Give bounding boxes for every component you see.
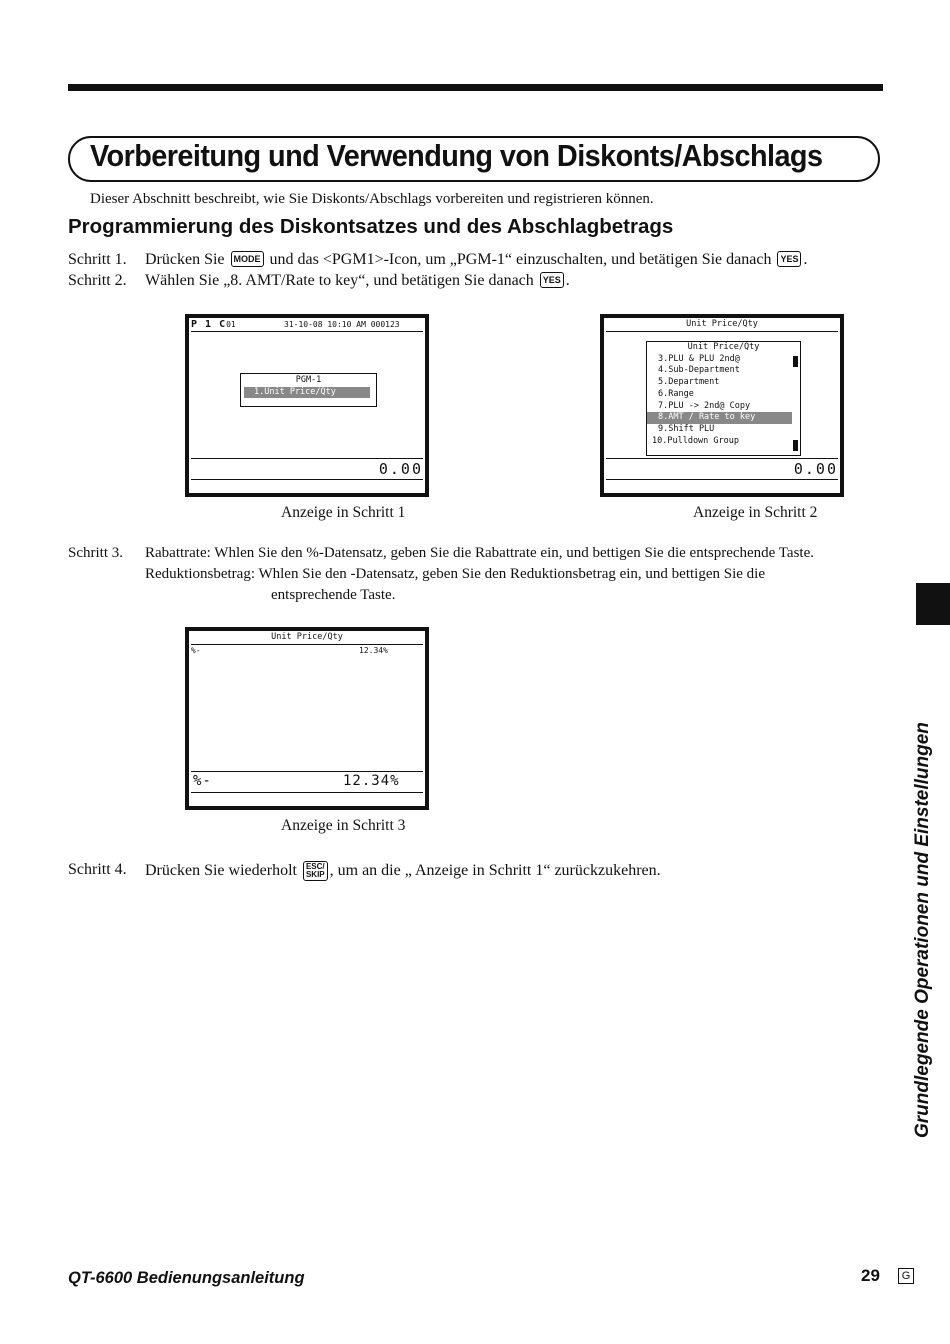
step4-label: Schritt 4. [68,861,127,878]
footer-title: QT-6600 Bedienungsanleitung [68,1269,305,1287]
yes-key-icon: YES [540,272,564,288]
step3-line1: Rabattrate: Whlen Sie den %-Datensatz, geben Sie die Rabattrate ein, und bettigen Sie die entsprechende Taste. [145,545,814,561]
display-screen-1 [185,314,429,497]
step3-label: Schritt 3. [68,545,123,561]
step2-text [145,272,570,290]
list-item[interactable]: 10.Pulldown Group [652,435,739,446]
step3-line2: Reduktionsbetrag: Whlen Sie den -Datensatz, geben Sie den Reduktionsbetrag ein, und bettigen Sie die [145,566,765,582]
datetime-status: 31-10-08 10:10 AM 000123 [284,320,400,329]
display-screen-3 [185,627,429,810]
list-item[interactable]: 9.Shift PLU [658,423,715,434]
step1-label: Schritt 1. [68,251,127,268]
step4-text-b: , um an die „ Anzeige in Schritt 1“ zurückzukehren. [329,862,661,879]
scroll-thumb-bottom[interactable] [793,440,798,451]
list-item[interactable]: 4.Sub-Department [658,365,740,376]
caption-3: Anzeige in Schritt 3 [281,817,406,834]
intro-text: Dieser Abschnitt beschreibt, wie Sie Diskonts/Abschlags vorbereiten und registrieren können. [90,191,654,207]
record-value: 12.34% [359,646,388,655]
page-number: 29 [861,1266,880,1285]
chapter-side-text: Grundlegende Operationen und Einstellungen [912,722,933,1138]
display-screen-2 [600,314,844,497]
clerk-number: 01 [226,320,236,329]
page-title: Vorbereitung und Verwendung von Diskonts/Abschlags [90,138,823,173]
screen-header: Unit Price/Qty [191,632,423,645]
skip-key-label: SKIP [305,870,325,879]
amount-display: 0.00 [378,460,423,478]
step2-text-b: . [565,272,570,289]
mode-key-icon: MODE [231,251,264,267]
record-label: %- [191,646,201,655]
caption-2: Anzeige in Schritt 2 [693,504,818,521]
step2-label: Schritt 2. [68,272,127,289]
amount-bar [606,458,838,480]
step4-text [145,861,661,881]
program-list [646,341,801,456]
list-item[interactable]: 7.PLU -> 2nd@ Copy [658,400,751,411]
caption-1: Anzeige in Schritt 1 [281,504,406,521]
status-bar [191,319,423,332]
esc-key-label: ESC/ [305,862,325,871]
section-heading: Programmierung des Diskontsatzes und des Abschlagbetrags [68,215,674,238]
chapter-tab [916,583,950,625]
step2-text-a: Wählen Sie „8. AMT/Rate to key“, und betätigen Sie danach [145,272,534,289]
amount-bar [191,458,423,480]
list-item-selected[interactable]: 8.AMT / Rate to key [647,412,792,424]
menu-item-selected[interactable]: 1.Unit Price/Qty [244,387,370,398]
step4-text-a: Drücken Sie wiederholt [145,862,297,879]
top-rule [68,84,883,91]
step1-text-c: . [803,251,808,268]
list-item[interactable]: 3.PLU & PLU 2nd@ [658,353,740,364]
entry-bar [191,771,423,793]
step3-line3: entsprechende Taste. [271,587,396,603]
entry-value[interactable]: 12.34% [343,773,400,789]
list-title: Unit Price/Qty [687,342,760,352]
list-items [647,354,800,448]
step1-text-b: und das <PGM1>-Icon, um „PGM-1“ einzuschalten, und betätigen Sie danach [269,251,772,268]
esc-skip-key-icon [303,861,328,881]
screen-header: Unit Price/Qty [606,319,838,332]
menu-title: PGM-1 [295,375,322,385]
amount-display: 0.00 [793,460,838,478]
yes-key-icon: YES [777,251,801,267]
pgm-menu [240,373,377,407]
step1-text [145,251,807,269]
list-item[interactable]: 5.Department [658,377,720,388]
scroll-thumb-top[interactable] [793,356,798,367]
list-item[interactable]: 6.Range [658,388,694,399]
language-code-badge: G [898,1268,914,1284]
step1-text-a: Drücken Sie [145,251,225,268]
chapter-side-label [912,648,936,1138]
mode-indicator: P 1 C [191,319,227,330]
entry-label: %- [193,773,212,789]
